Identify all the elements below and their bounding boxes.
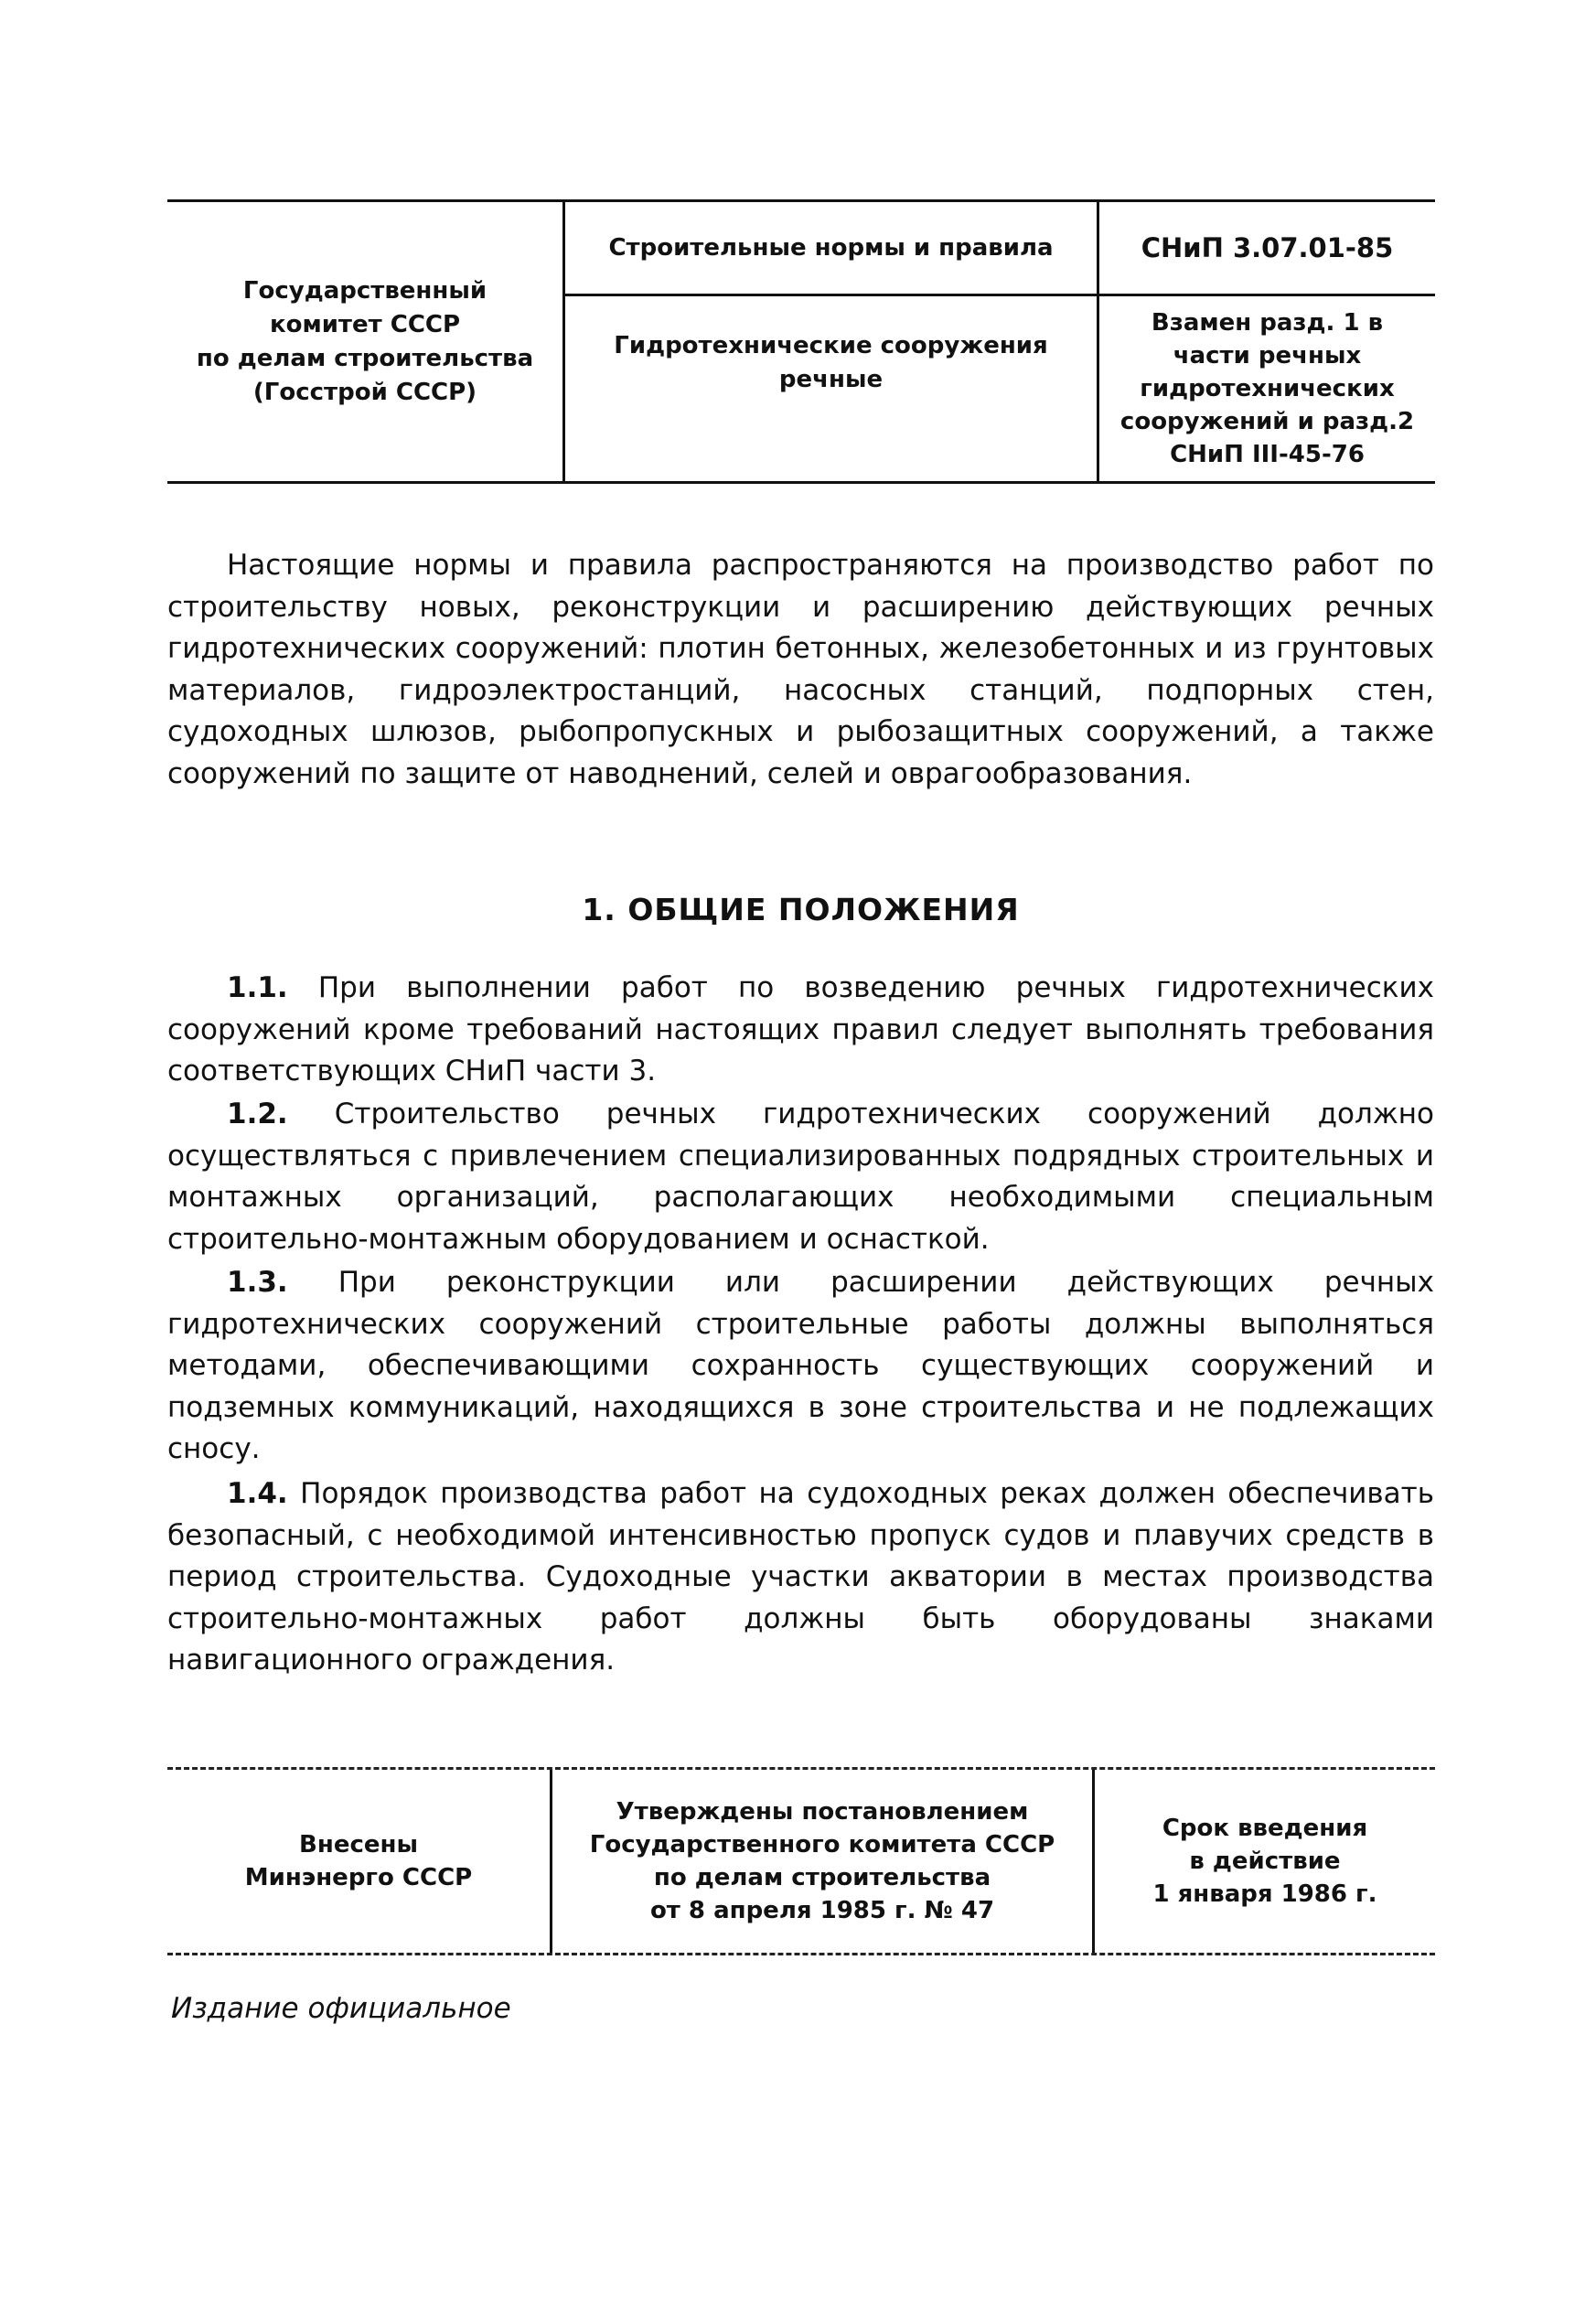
series-label: Строительные нормы и правила [608, 233, 1054, 262]
replaces-line: части речных [1173, 342, 1362, 370]
edition-note: Издание официальное [171, 1992, 511, 2025]
clause-text: Порядок производства работ на судоходных реках должен обеспечивать безопасный, с необходимой интенсивностью пропуск судов и плавучих средств в период строительства. Судоходные участки акватории в местах производства строительно-монтажных работ должны быть оборудованы знаками навигационного ограждения. [167, 1477, 1435, 1676]
clause-text: Строительство речных гидротехнических сооружений должно осуществляться с привлечением специализированных подрядных строительных и монтажных организаций, располагающих необходимыми специальным строительно-монтажным оборудованием и оснасткой. [167, 1098, 1435, 1256]
replaces-line: Взамен разд. 1 в [1151, 309, 1384, 337]
code-cell [1099, 202, 1435, 294]
effective-line: в действие [1189, 1848, 1341, 1875]
clause-number: 1.4. [227, 1477, 288, 1510]
replaces-line: гидротехнических [1140, 375, 1395, 402]
document-title-line: Гидротехнические сооружения [614, 332, 1048, 359]
approved-cell [552, 1770, 1092, 1953]
document-code: СНиП 3.07.01-85 [1141, 231, 1394, 263]
replaces-line: СНиП III-45-76 [1170, 441, 1365, 468]
approved-line: от 8 апреля 1985 г. № 47 [649, 1897, 995, 1924]
issuer-cell [167, 202, 562, 481]
effective-cell [1095, 1770, 1435, 1953]
series-cell [565, 202, 1097, 294]
clause-1-1 [167, 968, 1434, 1093]
clause-1-2 [167, 1094, 1434, 1260]
clause-number: 1.2. [227, 1098, 288, 1130]
intro-paragraph: Настоящие нормы и правила распространяются на производство работ по строительству новых, реконструкции и расширению действующих речных гидротехнических сооружений: плотин бетонных, железобетонных и из грунтовых материалов, гидроэлектростанций, насосных станций, подпорных стен, судоходных шлюзов, рыбопропускных и рыбозащитных сооружений, а также сооружений по защите от наводнений, селей и оврагообразования. [167, 549, 1434, 790]
clause-1-3 [167, 1262, 1434, 1471]
approved-line: Утверждены постановлением [616, 1798, 1029, 1826]
issuer-line: по делам строительства [196, 344, 534, 372]
replaces-line: сооружений и разд.2 [1119, 408, 1415, 435]
clause-text: При выполнении работ по возведению речных гидротехнических сооружений кроме требований настоящих правил следует выполнять требования соответствующих СНиП части 3. [167, 971, 1435, 1087]
approved-line: Государственного комитета СССР [589, 1831, 1055, 1858]
effective-line: Срок введения [1162, 1815, 1368, 1842]
issuer-line: (Госстрой СССР) [252, 378, 477, 406]
header-table [167, 199, 1435, 484]
footer-table [167, 1767, 1435, 1955]
clause-number: 1.3. [227, 1266, 288, 1299]
submitted-line: Минэнерго СССР [244, 1864, 473, 1891]
clause-text: При реконструкции или расширении действующих речных гидротехнических сооружений строительные работы должны выполняться методами, обеспечивающими сохранность существующих сооружений и подземных коммуникаций, находящихся в зоне строительства и не подлежащих сносу. [167, 1266, 1434, 1465]
title-cell [565, 296, 1097, 481]
replaces-cell [1099, 296, 1435, 481]
section-heading: 1. ОБЩИЕ ПОЛОЖЕНИЯ [582, 892, 1020, 927]
submitted-line: Внесены [299, 1831, 418, 1858]
effective-line: 1 января 1986 г. [1152, 1880, 1377, 1908]
clause-1-4 [167, 1473, 1434, 1682]
clause-number: 1.1. [227, 971, 288, 1004]
document-title-line: речные [778, 366, 884, 393]
approved-line: по делам строительства [653, 1864, 991, 1891]
issuer-line: комитет СССР [269, 310, 461, 338]
issuer-line: Государственный [242, 276, 487, 305]
submitted-cell [167, 1770, 550, 1953]
